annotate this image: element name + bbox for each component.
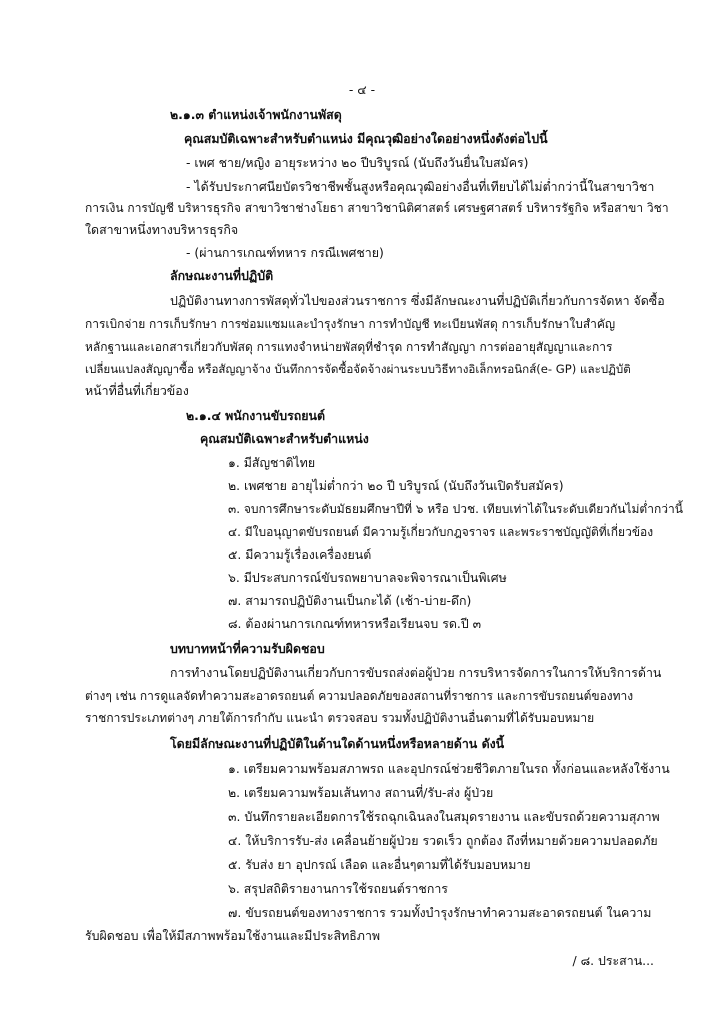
section-214-task-heading: โดยมีลักษณะงานที่ปฏิบัติในด้านใดด้านหนึ่งหรือหลายด้าน ดังนี้ <box>170 736 505 751</box>
qualification-item: ๑. มีสัญชาติไทย <box>228 455 316 470</box>
task-item: ๒. เตรียมความพร้อมเส้นทาง สถานที่/รับ-ส่ง ผู้ป่วย <box>228 785 494 800</box>
section-213-qualification-2-cont: การเงิน การบัญชี บริหารธุรกิจ สาขาวิชาช่างโยธา สาขาวิชานิติศาสตร์ เศรษฐศาสตร์ บริหารรัฐกิจ หรือสาขา วิชา <box>85 201 669 215</box>
section-213-qualification-2-cont2: ใดสาขาหนึ่งทางบริหารธุรกิจ <box>85 222 239 237</box>
section-214-qualification-heading: คุณสมบัติเฉพาะสำหรับตำแหน่ง <box>200 431 369 446</box>
section-213-qualification-heading: คุณสมบัติเฉพาะสำหรับตำแหน่ง มีคุณวุฒิอย่างใดอย่างหนึ่งดังต่อไปนี้ <box>184 131 548 146</box>
section-214-role-line: การทำงานโดยปฏิบัติงานเกี่ยวกับการขับรถส่งต่อผู้ป่วย การบริหารจัดการในการให้บริการด้าน <box>170 665 662 680</box>
task-item: ๗. ขับรถยนต์ของทางราชการ รวมทั้งบำรุงรักษาทำความสะอาดรถยนต์ ในความ <box>228 905 652 920</box>
section-213-qualification-1: - เพศ ชาย/หญิง อายุระหว่าง ๒๐ ปีบริบูรณ์ (นับถึงวันยื่นใบสมัคร) <box>186 155 529 170</box>
page-number: - ๔ - <box>348 82 376 97</box>
section-214-role-line: ราชการประเภทต่างๆ ภายใต้การกำกับ แนะนำ ตรวจสอบ รวมทั้งปฏิบัติงานอื่นตามที่ได้รับมอบหมาย <box>85 711 595 725</box>
section-213-duty-heading: ลักษณะงานที่ปฏิบัติ <box>170 268 274 283</box>
section-213-duty-line: เปลี่ยนแปลงสัญญาซื้อ หรือสัญญาจ้าง บันทึกการจัดซื้อจัดจ้างผ่านระบบวิธีทางอิเล็กทรอนิกส์(e- GP) และปฏิบัติ <box>85 362 631 376</box>
qualification-item: ๒. เพศชาย อายุไม่ต่ำกว่า ๒๐ ปี บริบูรณ์ (นับถึงวันเปิดรับสมัคร) <box>228 478 564 493</box>
section-213-duty-line: ปฏิบัติงานทางการพัสดุทั่วไปของส่วนราชการ ซึ่งมีลักษณะงานที่ปฏิบัติเกี่ยวกับการจัดหา จัดซื้อ <box>170 293 665 308</box>
section-213-qualification-3: - (ผ่านการเกณฑ์ทหาร กรณีเพศชาย) <box>186 245 384 260</box>
task-item-cont: รับผิดชอบ เพื่อให้มีสภาพพร้อมใช้งานและมีประสิทธิภาพ <box>85 928 381 943</box>
qualification-item: ๖. มีประสบการณ์ขับรถพยาบาลจะพิจารณาเป็นพิเศษ <box>228 570 507 585</box>
task-item: ๕. รับส่ง ยา อุปกรณ์ เลือด และอื่นๆตามที่ได้รับมอบหมาย <box>228 857 531 872</box>
task-item: ๖. สรุปสถิติรายงานการใช้รถยนต์ราชการ <box>228 881 448 896</box>
task-item: ๓. บันทึกรายละเอียดการใช้รถฉุกเฉินลงในสมุดรายงาน และขับรถด้วยความสุภาพ <box>228 809 660 824</box>
section-213-duty-line: หน้าที่อื่นที่เกี่ยวข้อง <box>85 383 189 398</box>
section-214-heading: ๒.๑.๔ พนักงานขับรถยนต์ <box>186 408 326 423</box>
qualification-item: ๘. ต้องผ่านการเกณฑ์ทหารหรือเรียนจบ รด.ปี ๓ <box>228 616 482 631</box>
task-item: ๔. ให้บริการรับ-ส่ง เคลื่อนย้ายผู้ป่วย รวดเร็ว ถูกต้อง ถึงที่หมายด้วยความปลอดภัย <box>228 833 658 848</box>
section-213-duty-line: การเบิกจ่าย การเก็บรักษา การซ่อมแซมและบำรุงรักษา การทำบัญชี ทะเบียนพัสดุ การเก็บรักษาใบสำคัญ <box>85 317 616 331</box>
qualification-item: ๔. มีใบอนุญาตขับรถยนต์ มีความรู้เกี่ยวกับกฎจราจร และพระราชบัญญัติที่เกี่ยวข้อง <box>228 525 654 539</box>
section-213-heading: ๒.๑.๓ ตำแหน่งเจ้าพนักงานพัสดุ <box>170 107 342 122</box>
qualification-item: ๕. มีความรู้เรื่องเครื่องยนต์ <box>228 547 372 562</box>
continuation-marker: / ๘. ประสาน... <box>572 953 654 968</box>
qualification-item: ๓. จบการศึกษาระดับมัธยมศึกษาปีที่ ๖ หรือ ปวช. เทียบเท่าได้ในระดับเดียวกันไม่ต่ำกว่านี้ <box>228 502 683 516</box>
section-213-duty-line: หลักฐานและเอกสารเกี่ยวกับพัสดุ การแทงจำหน่ายพัสดุที่ชำรุด การทำสัญญา การต่ออายุสัญญาและการ <box>85 340 613 354</box>
task-item: ๑. เตรียมความพร้อมสภาพรถ และอุปกรณ์ช่วยชีวิตภายในรถ ทั้งก่อนและหลังใช้งาน <box>228 761 670 776</box>
section-214-role-line: ต่างๆ เช่น การดูแลจัดทำความสะอาดรถยนต์ ความปลอดภัยของสถานที่ราชการ และการขับรถยนต์ของทาง <box>85 689 634 703</box>
qualification-item: ๗. สามารถปฏิบัติงานเป็นกะได้ (เช้า-บ่าย-ดึก) <box>228 593 472 608</box>
section-214-role-heading: บทบาทหน้าที่ความรับผิดชอบ <box>170 641 325 656</box>
section-213-qualification-2: - ได้รับประกาศนียบัตรวิชาชีพชั้นสูงหรือคุณวุฒิอย่างอื่นที่เทียบได้ไม่ต่ำกว่านี้ในสาขาวิชา <box>186 179 655 194</box>
